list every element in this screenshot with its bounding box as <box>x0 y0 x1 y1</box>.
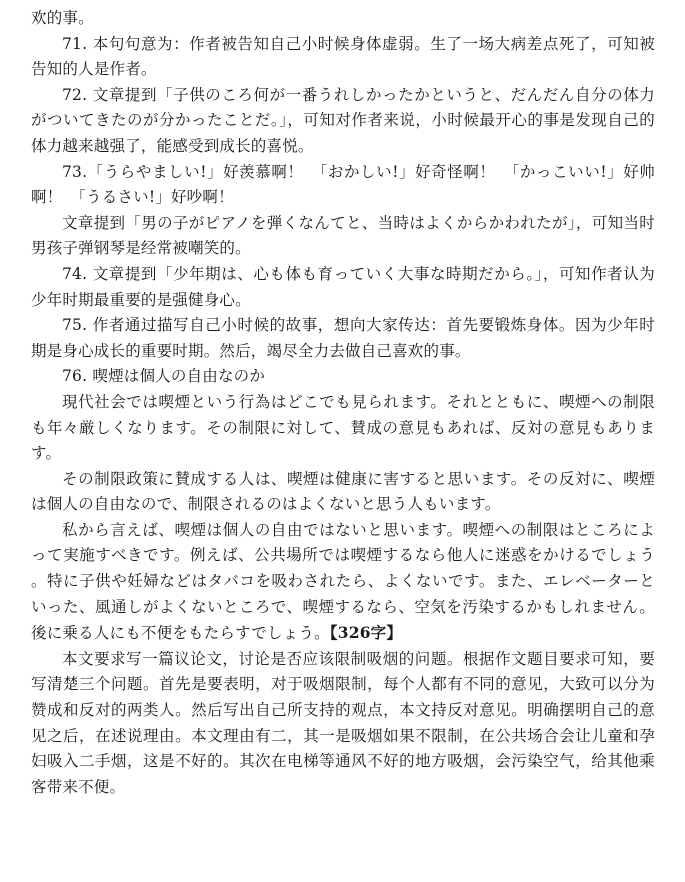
paragraph-text: 欢的事。 <box>31 9 94 27</box>
paragraph-text: 74. 文章提到「少年期は、心も体も育っていく大事な時期だから。」，可知作者认为少年时期最重要的是强健身心。 <box>31 264 655 309</box>
paragraph-answer-75 <box>31 313 655 364</box>
paragraph-text: 72. 文章提到「子供のころ何が一番うれしかったかというと、だんだん自分の体力がついてきたのが分かったことだ。」，可知对作者来说，小时候最开心的事是发现自己的体力越来越强了，能感受到成长的喜悦。 <box>31 85 655 155</box>
paragraph-text: 76. 喫煙は個人の自由なのか <box>62 367 266 386</box>
paragraph-essay-1 <box>31 390 655 467</box>
paragraph-essay-3 <box>31 518 655 647</box>
paragraph-text: 現代社会では喫煙という行為はどこでも見られます。それとともに、喫煙への制限も年々厳しくなります。その制限に対して、賛成の意見もあれば、反対の意見もあります。 <box>31 392 655 463</box>
paragraph-answer-72 <box>31 83 655 160</box>
paragraph-answer-74 <box>31 262 655 313</box>
paragraph-text: 75. 作者通过描写自己小时候的故事，想向大家传达：首先要锻炼身体。因为少年时期是身心成长的重要时期。然后，竭尽全力去做自己喜欢的事。 <box>31 316 655 360</box>
paragraph-essay-analysis <box>31 647 655 801</box>
paragraph-text: 本文要求写一篇议论文，讨论是否应该限制吸烟的问题。根据作文题目要求可知，要写清楚三个问题。首先是要表明，对于吸烟限制，每个人都有不同的意见，大致可以分为赞成和反对的两类人。然后写出自己所支持的观点，本文持反对意见。明确摆明自己的意见之后，在述说理由。本文理由有二，其一是吸烟如果不限制，在公共场合会让儿童和孕妇吸入二手烟，这是不好的。其次在电梯等通风不好的地方吸烟，会污染空气，给其他乘客带来不便。 <box>31 649 655 796</box>
paragraph-answer-73 <box>31 160 655 211</box>
word-count-tag: 【326字】 <box>329 623 403 643</box>
paragraph-text: 文章提到「男の子がピアノを弾くなんてと、当時はよくからかわれたが」，可知当时男孩子弹钢琴是经常被嘲笑的。 <box>31 213 655 258</box>
paragraph-answer-73-explanation <box>31 211 655 262</box>
paragraph-essay-2 <box>31 467 655 518</box>
paragraph-text: 71. 本句句意为：作者被告知自己小时候身体虚弱。生了一场大病差点死了，可知被告知的人是作者。 <box>31 34 655 79</box>
paragraph-text: 73.「うらやましい!」好羡慕啊！ 「おかしい!」好奇怪啊！ 「かっこいい!」好帅啊！ 「うるさい!」好吵啊！ <box>31 162 655 207</box>
paragraph-continuation <box>31 6 655 32</box>
paragraph-text: 私から言えば、喫煙は個人の自由ではないと思います。喫煙への制限はところによって実施すべきです。例えば、公共場所では喫煙するなら他人に迷惑をかけるでしょう。特に子供や妊婦などはタバコを吸わされたら、よくないです。また、エレベーターといった、風通しがよくないところで、喫煙するなら、空気を汚染するかもしれません。後に乗る人にも不便をもたらすでしょう。 <box>31 520 655 643</box>
paragraph-answer-71 <box>31 32 655 83</box>
paragraph-essay-title <box>31 364 655 390</box>
paragraph-text: その制限政策に賛成する人は、喫煙は健康に害すると思います。その反対に、喫煙は個人の自由なので、制限されるのはよくないと思う人もいます。 <box>31 469 655 514</box>
